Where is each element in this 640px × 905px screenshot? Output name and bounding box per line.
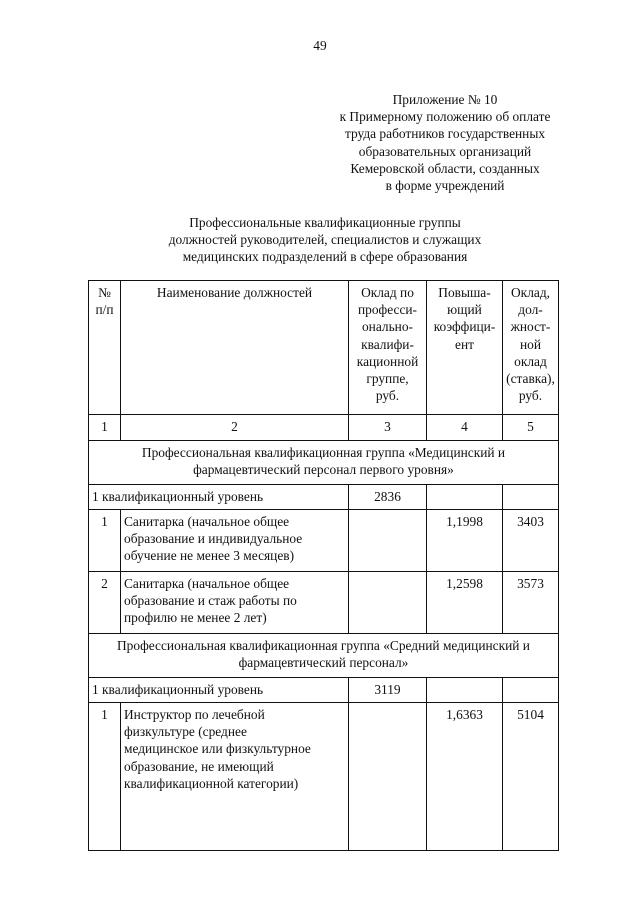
column-number: 4 xyxy=(427,415,503,441)
group-title-line: фармацевтический персонал первого уровня» xyxy=(193,462,454,478)
row-number: 1 xyxy=(89,703,121,851)
column-number: 1 xyxy=(89,415,121,441)
empty-cell xyxy=(349,510,427,572)
level-label: 1 квалификационный уровень xyxy=(89,678,349,703)
header-text: Оклад по xyxy=(361,285,414,300)
header-text: п/п xyxy=(95,302,114,318)
header-text: группе, xyxy=(366,371,409,387)
level-row xyxy=(89,678,559,703)
header-text: Оклад, xyxy=(511,285,550,300)
table-row xyxy=(89,703,559,851)
document-title xyxy=(100,214,550,266)
position-name xyxy=(121,572,349,634)
header-text: квалифи- xyxy=(361,336,414,352)
salary: 3573 xyxy=(503,572,559,634)
group-title-cell xyxy=(89,441,559,485)
position-line: образование и стаж работы по xyxy=(124,593,297,609)
header-cell-coefficient xyxy=(427,281,503,415)
annex-line: труда работников государственных xyxy=(344,126,546,142)
level-salary: 2836 xyxy=(349,485,427,510)
position-line: профилю не менее 2 лет) xyxy=(124,610,267,626)
salary: 3403 xyxy=(503,510,559,572)
coefficient: 1,6363 xyxy=(427,703,503,851)
position-line: образование и индивидуальное xyxy=(124,531,303,547)
position-line: квалификационной категории) xyxy=(124,775,299,791)
group-title-line: Профессиональная квалификационная группа «Медицинский и xyxy=(141,445,506,460)
empty-cell xyxy=(503,678,559,703)
row-number: 2 xyxy=(89,572,121,634)
qualification-table xyxy=(88,280,559,851)
row-number: 1 xyxy=(89,510,121,572)
column-number: 3 xyxy=(349,415,427,441)
annex-line: образовательных организаций xyxy=(358,143,532,159)
position-line: обучение не менее 3 месяцев) xyxy=(124,548,295,564)
position-line: Инструктор по лечебной xyxy=(124,707,265,722)
header-text: руб. xyxy=(375,388,400,404)
position-line: образование, не имеющий xyxy=(124,758,274,774)
empty-cell xyxy=(349,703,427,851)
annex-block xyxy=(300,91,590,194)
position-line: медицинское или физкультурное xyxy=(124,741,311,757)
group-title-row xyxy=(89,441,559,485)
header-text: оклад xyxy=(514,353,547,369)
header-cell-position xyxy=(121,281,349,415)
group-title-row xyxy=(89,634,559,678)
position-line: Санитарка (начальное общее xyxy=(124,514,290,529)
position-name xyxy=(121,703,349,851)
annex-line: к Примерному положению об оплате xyxy=(339,109,551,125)
header-cell-salary xyxy=(503,281,559,415)
header-text: ной xyxy=(519,336,542,352)
title-line: Профессиональные квалификационные группы xyxy=(189,215,461,230)
empty-cell xyxy=(349,572,427,634)
level-row xyxy=(89,485,559,510)
empty-cell xyxy=(503,485,559,510)
column-number: 2 xyxy=(121,415,349,441)
header-text: професси- xyxy=(357,302,418,318)
column-number-row xyxy=(89,415,559,441)
table-row xyxy=(89,572,559,634)
title-line: должностей руководителей, специалистов и служащих xyxy=(168,232,482,248)
level-label: 1 квалификационный уровень xyxy=(89,485,349,510)
header-row xyxy=(89,281,559,415)
header-text: ющий xyxy=(447,302,482,318)
page-number: 49 xyxy=(313,38,327,53)
level-salary: 3119 xyxy=(349,678,427,703)
annex-line: Кемеровской области, созданных xyxy=(350,160,540,176)
position-line: Санитарка (начальное общее xyxy=(124,576,290,591)
header-text: № xyxy=(98,285,111,300)
header-text: ент xyxy=(455,336,474,352)
header-text: онально- xyxy=(361,319,414,335)
group-title-line: Профессиональная квалификационная группа «Средний медицинский и xyxy=(117,638,530,653)
column-number: 5 xyxy=(503,415,559,441)
header-text: жност- xyxy=(510,319,551,335)
empty-cell xyxy=(427,678,503,703)
header-text: Повыша- xyxy=(438,285,491,300)
header-text: коэффици- xyxy=(433,319,496,335)
group-title-line: фармацевтический персонал» xyxy=(238,655,409,671)
position-name xyxy=(121,510,349,572)
group-title-cell xyxy=(89,634,559,678)
empty-cell xyxy=(427,485,503,510)
header-text: Наименование должностей xyxy=(156,285,313,300)
header-cell-group-salary xyxy=(349,281,427,415)
salary: 5104 xyxy=(503,703,559,851)
header-cell-number xyxy=(89,281,121,415)
position-line: физкультуре (среднее xyxy=(124,724,247,740)
header-text: дол- xyxy=(518,302,543,318)
coefficient: 1,1998 xyxy=(427,510,503,572)
header-text: кационной xyxy=(356,353,419,369)
title-line: медицинских подразделений в сфере образования xyxy=(182,249,468,265)
header-text: руб. xyxy=(518,388,543,404)
coefficient: 1,2598 xyxy=(427,572,503,634)
annex-line: в форме учреждений xyxy=(385,178,505,194)
annex-line: Приложение № 10 xyxy=(392,92,498,107)
table-row xyxy=(89,510,559,572)
header-text: (ставка), xyxy=(506,371,555,387)
